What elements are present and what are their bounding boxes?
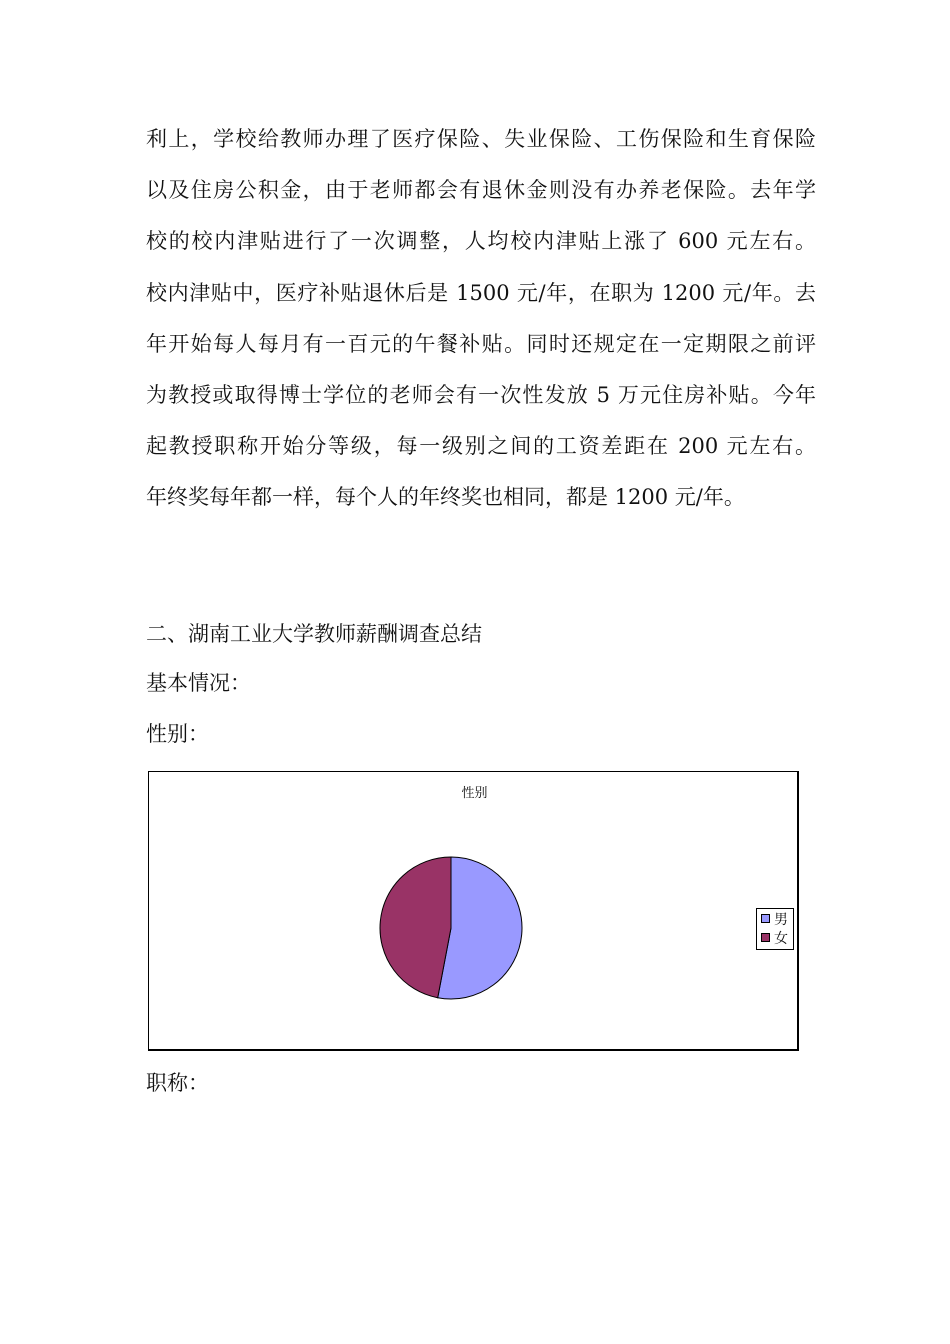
basic-info-heading: 基本情况： [146, 671, 251, 695]
paragraph-line: 校内津贴中，医疗补贴退休后是 1500 元/年，在职为 1200 元/年。去 [146, 280, 816, 305]
gender-heading: 性别： [146, 722, 209, 746]
legend-label-female: 女 [774, 930, 788, 947]
salary-paragraph [146, 114, 816, 524]
section-heading: 二、湖南工业大学教师薪酬调查总结 [146, 622, 482, 646]
paragraph-line: 年开始每人每月有一百元的午餐补贴。同时还规定在一定期限之前评 [146, 331, 816, 356]
paragraph-line: 起教授职称开始分等级，每一级别之间的工资差距在 200 元左右。 [146, 434, 816, 459]
pie-plot-area [149, 772, 800, 1052]
paragraph-line: 为教授或取得博士学位的老师会有一次性发放 5 万元住房补贴。今年 [146, 382, 816, 407]
legend-item-male [757, 909, 793, 928]
legend-label-male: 男 [774, 911, 788, 928]
chart-title: 性别 [461, 786, 488, 801]
pie-slice-female [380, 857, 451, 998]
paragraph-line: 以及住房公积金，由于老师都会有退休金则没有办养老保险。去年学 [146, 178, 816, 203]
title-rank-heading: 职称： [146, 1071, 209, 1095]
legend-swatch-male [761, 914, 770, 923]
paragraph-line: 利上，学校给教师办理了医疗保险、失业保险、工伤保险和生育保险 [146, 127, 816, 151]
paragraph-line: 年终奖每年都一样，每个人的年终奖也相同，都是 1200 元/年。 [146, 485, 745, 510]
chart-legend [756, 908, 794, 950]
gender-pie-chart [148, 771, 799, 1051]
legend-item-female [757, 928, 793, 947]
legend-swatch-female [761, 933, 770, 942]
paragraph-line: 校的校内津贴进行了一次调整，人均校内津贴上涨了 600 元左右。 [146, 229, 816, 254]
